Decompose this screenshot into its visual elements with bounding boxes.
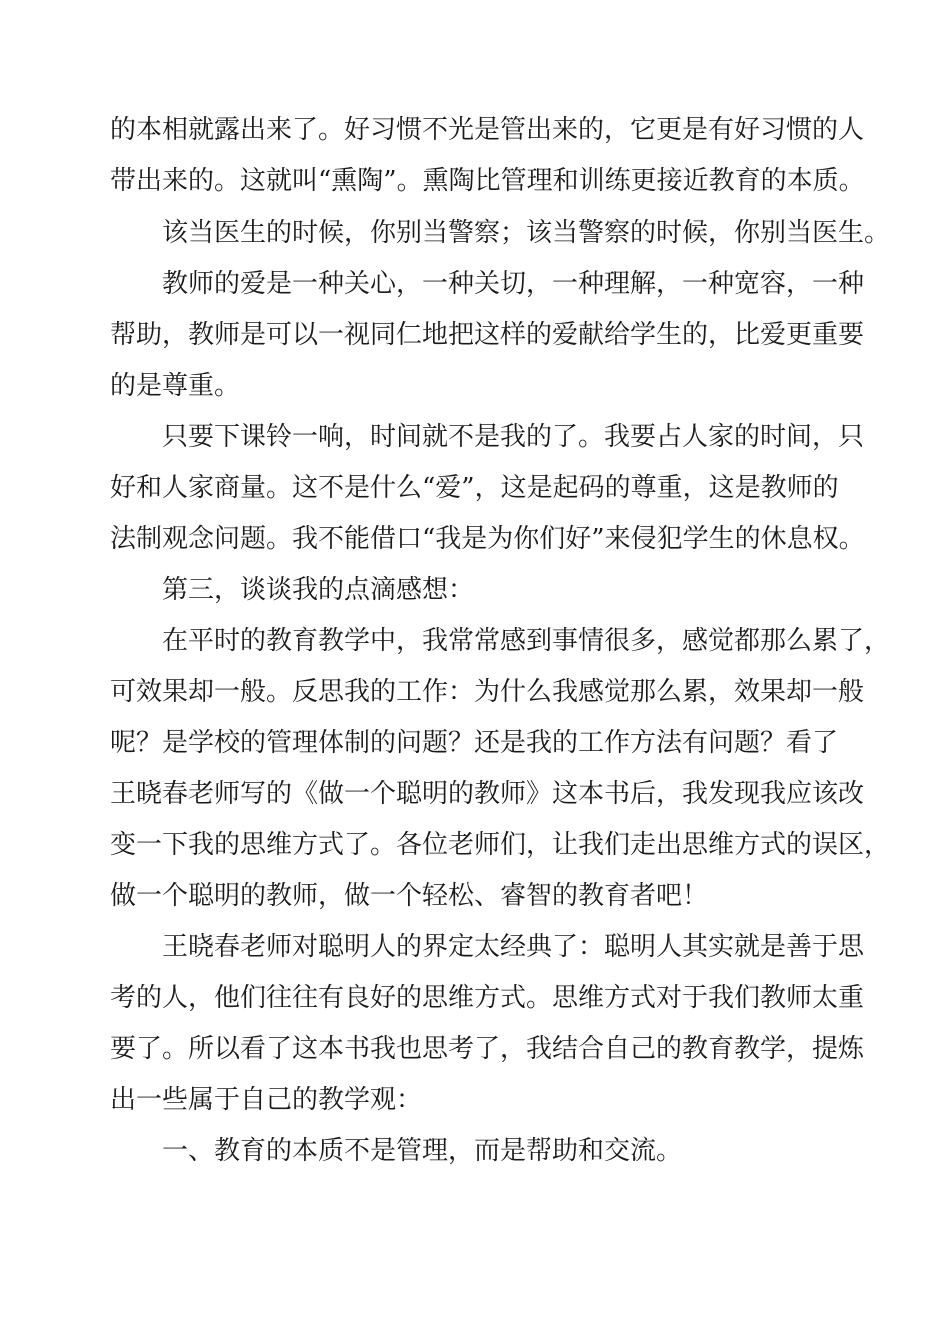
- text-line: 做一个聪明的教师，做一个轻松、睿智的教育者吧！: [110, 881, 709, 911]
- text-line: 只要下课铃一响，时间就不是我的了。我要占人家的时间，只: [162, 422, 865, 452]
- text-line: 王晓春老师对聪明人的界定太经典了：聪明人其实就是善于思: [162, 932, 865, 962]
- text-line: 要了。所以看了这本书我也思考了，我结合自己的教育教学，提炼: [110, 1034, 865, 1064]
- text-line: 的本相就露出来了。好习惯不光是管出来的，它更是有好习惯的人: [110, 115, 865, 145]
- text-line: 王晓春老师写的《做一个聪明的教师》这本书后，我发现我应该改: [110, 779, 865, 809]
- text-line: 带出来的。这就叫“熏陶”。熏陶比管理和训练更接近教育的本质。: [110, 166, 865, 196]
- text-line: 该当医生的时候，你别当警察；该当警察的时候，你别当医生。: [162, 218, 891, 248]
- text-line: 在平时的教育教学中，我常常感到事情很多，感觉都那么累了，: [162, 626, 891, 656]
- text-line: 帮助，教师是可以一视同仁地把这样的爱献给学生的，比爱更重要: [110, 320, 865, 350]
- text-line: 法制观念问题。我不能借口“我是为你们好”来侵犯学生的休息权。: [110, 524, 865, 554]
- text-line: 的是尊重。: [110, 371, 241, 401]
- text-line: 教师的爱是一种关心，一种关切，一种理解，一种宽容，一种: [162, 269, 865, 299]
- text-line: 变一下我的思维方式了。各位老师们，让我们走出思维方式的误区，: [110, 830, 891, 860]
- text-line: 可效果却一般。反思我的工作：为什么我感觉那么累，效果却一般: [110, 677, 865, 707]
- text-line: 好和人家商量。这不是什么“爱”，这是起码的尊重，这是教师的: [110, 473, 839, 503]
- text-line: 一、教育的本质不是管理，而是帮助和交流。: [162, 1136, 683, 1166]
- text-line: 出一些属于自己的教学观：: [110, 1085, 423, 1115]
- text-line: 呢？是学校的管理体制的问题？还是我的工作方法有问题？看了: [110, 728, 839, 758]
- text-line: 考的人，他们往往有良好的思维方式。思维方式对于我们教师太重: [110, 983, 865, 1013]
- text-line: 第三，谈谈我的点滴感想：: [162, 575, 475, 605]
